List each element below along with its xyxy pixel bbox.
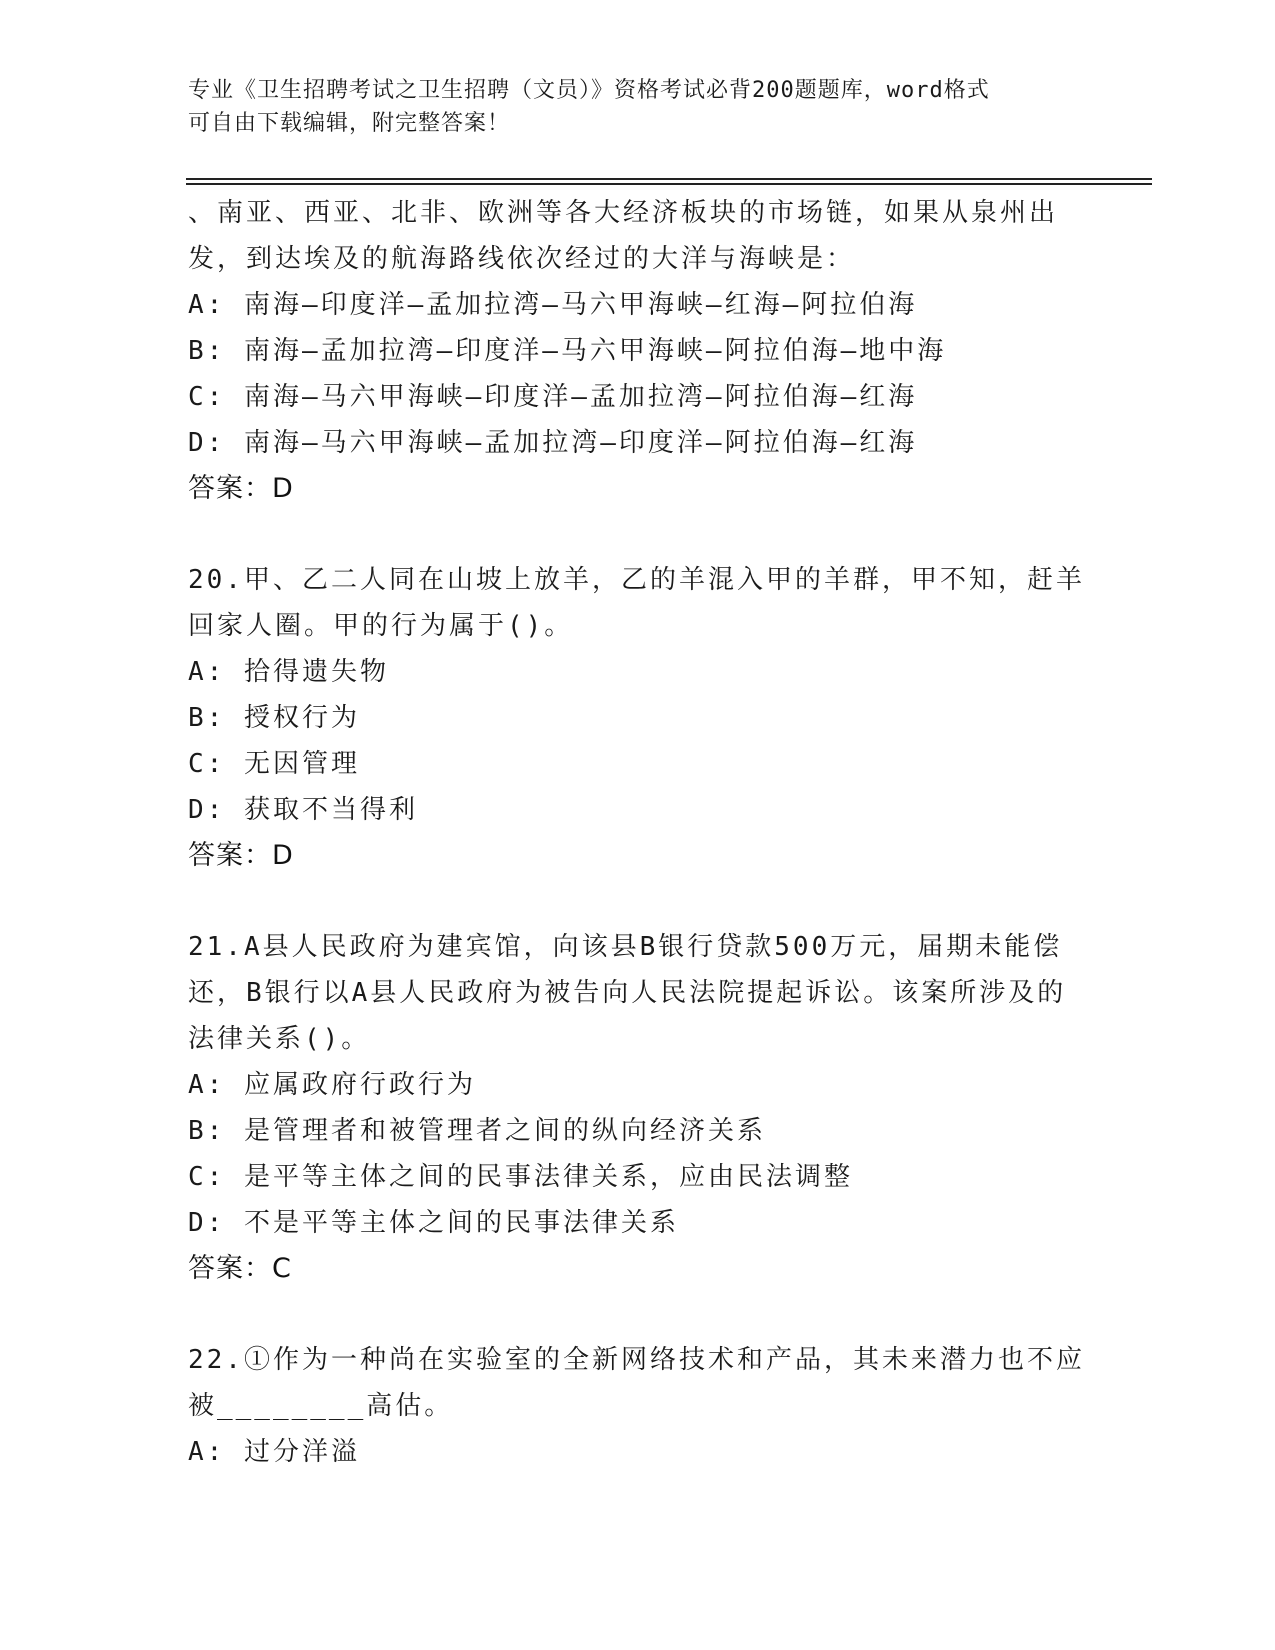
question-stem-line: 回家人圈。甲的行为属于()。: [188, 611, 574, 641]
option-b: B: 是管理者和被管理者之间的纵向经济关系: [188, 1116, 766, 1146]
option-c: C: 无因管理: [188, 749, 360, 779]
question-list: [188, 190, 1108, 1475]
option-a: A: 南海—印度洋—孟加拉湾—马六甲海峡—红海—阿拉伯海: [188, 290, 918, 320]
answer-label: 答案：D: [188, 473, 294, 504]
document-header: [188, 74, 1088, 140]
question-22: [188, 1337, 1108, 1475]
question-stem-line: 法律关系()。: [188, 1024, 371, 1054]
option-a: A: 拾得遗失物: [188, 657, 389, 687]
option-d: D: 不是平等主体之间的民事法律关系: [188, 1208, 679, 1238]
option-d: D: 获取不当得利: [188, 795, 418, 825]
header-title-line-1: 专业《卫生招聘考试之卫生招聘（文员）》资格考试必背200题题库，word格式: [188, 78, 990, 103]
option-b: B: 南海—孟加拉湾—印度洋—马六甲海峡—阿拉伯海—地中海: [188, 336, 947, 366]
option-b: B: 授权行为: [188, 703, 360, 733]
option-a: A: 过分洋溢: [188, 1437, 360, 1467]
answer-label: 答案：C: [188, 1253, 292, 1284]
question-spacer: [188, 879, 1108, 924]
question-stem-line: 被________高估。: [188, 1391, 454, 1421]
question-stem-line: 发，到达埃及的航海路线依次经过的大洋与海峡是：: [188, 244, 856, 274]
question-stem-line: 20.甲、乙二人同在山坡上放羊，乙的羊混入甲的羊群，甲不知，赶羊: [188, 565, 1085, 595]
answer-label: 答案：D: [188, 840, 294, 871]
question-spacer: [188, 1292, 1108, 1337]
question-20: [188, 557, 1108, 879]
option-d: D: 南海—马六甲海峡—孟加拉湾—印度洋—阿拉伯海—红海: [188, 428, 918, 458]
header-divider-bottom: [186, 183, 1152, 185]
option-c: C: 是平等主体之间的民事法律关系，应由民法调整: [188, 1162, 853, 1192]
question-stem-line: 、南亚、西亚、北非、欧洲等各大经济板块的市场链，如果从泉州出: [188, 198, 1059, 228]
option-a: A: 应属政府行政行为: [188, 1070, 476, 1100]
question-21: [188, 924, 1108, 1292]
option-c: C: 南海—马六甲海峡—印度洋—孟加拉湾—阿拉伯海—红海: [188, 382, 918, 412]
question-19: [188, 190, 1108, 512]
header-title-line-2: 可自由下载编辑，附完整答案！: [188, 111, 511, 136]
question-stem-line: 还，B银行以A县人民政府为被告向人民法院提起诉讼。该案所涉及的: [188, 978, 1067, 1008]
question-spacer: [188, 512, 1108, 557]
header-divider-top: [186, 178, 1152, 180]
question-stem-line: 22.①作为一种尚在实验室的全新网络技术和产品，其未来潜力也不应: [188, 1345, 1085, 1375]
question-stem-line: 21.A县人民政府为建宾馆，向该县B银行贷款500万元，届期未能偿: [188, 932, 1063, 962]
